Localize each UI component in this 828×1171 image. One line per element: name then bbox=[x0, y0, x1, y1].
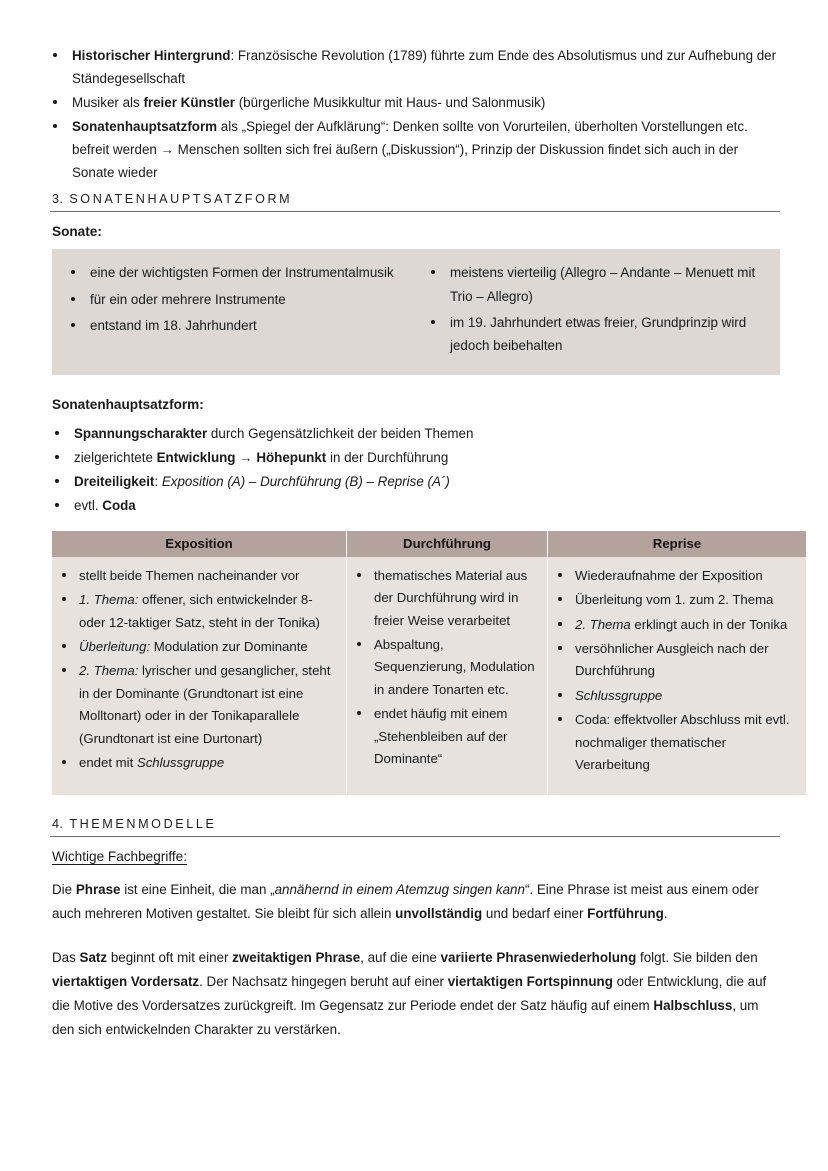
cell-italic-term: Überleitung: bbox=[79, 639, 151, 655]
sonatenhauptsatzform-label: Sonatenhauptsatzform: bbox=[52, 396, 204, 412]
table-cell-exposition bbox=[52, 557, 347, 795]
section-heading-4 bbox=[50, 817, 780, 837]
bullet-text: : Französische Revolution (1789) führte zum Ende des Absolutismus und zur Aufhebung der Ständegesellschaft bbox=[72, 48, 777, 87]
italic-quote: annähernd in einem Atemzug singen kann bbox=[274, 881, 525, 897]
list-item bbox=[58, 752, 336, 774]
list-item bbox=[52, 494, 780, 517]
bold-term: Satz bbox=[79, 949, 108, 965]
bullet-italic-text: Exposition (A) – Durchführung (B) – Reprise (A´) bbox=[161, 473, 450, 489]
list-item bbox=[50, 91, 780, 114]
sonate-right-list bbox=[428, 261, 764, 357]
list-item bbox=[554, 638, 796, 683]
bullet-text: durch Gegensätzlichkeit der beiden Themen bbox=[207, 425, 474, 441]
list-item bbox=[58, 636, 336, 658]
sonate-left-list bbox=[68, 261, 404, 337]
text-run: ist eine Einheit, die man „ bbox=[120, 881, 275, 897]
bullet-lead-term: Entwicklung → Höhepunkt bbox=[156, 449, 327, 465]
intro-bullet-list bbox=[50, 44, 780, 184]
bullet-text: : bbox=[154, 473, 162, 489]
bullet-lead-term: Coda bbox=[102, 497, 136, 513]
list-item bbox=[52, 422, 780, 445]
bullet-prefix: Musiker als bbox=[72, 95, 144, 111]
paragraph-satz bbox=[52, 946, 780, 1043]
fachbegriffe-label: Wichtige Fachbegriffe: bbox=[52, 848, 187, 864]
list-item: endet häufig mit einem „Stehenbleiben auf der Dominante“ bbox=[353, 703, 537, 770]
bold-term: Halbschluss bbox=[653, 998, 733, 1014]
sonate-label: Sonate: bbox=[52, 224, 102, 240]
list-item bbox=[58, 565, 336, 587]
bullet-prefix: zielgerichtete bbox=[74, 449, 157, 465]
list-item bbox=[52, 470, 780, 493]
table-header-row bbox=[52, 531, 806, 557]
bold-term: variierte Phrasenwiederholung bbox=[440, 949, 637, 965]
cell-text: Modulation zur Dominante bbox=[150, 639, 308, 655]
section-title: SONATENHAUPTSATZFORM bbox=[69, 192, 293, 207]
text-run: , auf die eine bbox=[360, 949, 441, 965]
list-item: meistens vierteilig (Allegro – Andante – Menuett mit Trio – Allegro) bbox=[428, 261, 764, 308]
bold-term: viertaktigen Fortspinnung bbox=[447, 974, 613, 990]
text-run: folgt. Sie bilden den bbox=[636, 949, 758, 965]
list-item bbox=[58, 589, 336, 634]
list-item: entstand im 18. Jahrhundert bbox=[68, 314, 404, 337]
bullet-text: in der Durchführung bbox=[326, 449, 449, 465]
cell-text: lyrischer und gesanglicher, steht in der Dominante (Grundtonart ist eine Molltonart) oder in der Tonikaparallele (Grundtonart ist eine Durtonart) bbox=[79, 663, 331, 746]
section-number: 3. bbox=[52, 192, 64, 207]
cell-text: versöhnlicher Ausgleich nach der Durchführung bbox=[575, 641, 769, 679]
table-row bbox=[52, 557, 806, 795]
table-cell-reprise bbox=[548, 557, 807, 795]
sonate-column-right bbox=[428, 261, 764, 360]
cell-text: stellt beide Themen nacheinander vor bbox=[79, 567, 300, 583]
list-item bbox=[58, 660, 336, 750]
bold-term: viertaktigen Vordersatz bbox=[52, 974, 200, 990]
text-run: Das bbox=[52, 949, 80, 965]
list-item bbox=[50, 115, 780, 184]
bold-term: Phrase bbox=[75, 881, 121, 897]
section-title: THEMENMODELLE bbox=[69, 816, 217, 831]
cell-italic-tail: Schlussgruppe bbox=[136, 755, 225, 771]
sonate-column-left bbox=[68, 261, 404, 360]
exposition-list bbox=[58, 565, 336, 775]
list-item: Abspaltung, Sequenzierung, Modulation in andere Tonarten etc. bbox=[353, 634, 537, 701]
table-cell-durchfuehrung bbox=[347, 557, 548, 795]
bullet-lead-term: Sonatenhauptsatzform bbox=[72, 119, 218, 135]
section-number: 4. bbox=[52, 816, 64, 831]
cell-italic-term: 2. Thema bbox=[575, 616, 631, 632]
text-run: oder Entwicklung, die auf die Motive des Vordersatzes zurückgreift. Im Gegensatz zur Periode endet der Satz häufig auf einem bbox=[52, 974, 767, 1014]
cell-text: erklingt auch in der Tonika bbox=[630, 616, 788, 632]
text-run: beginnt oft mit einer bbox=[107, 949, 233, 965]
column-header-durchfuehrung: Durchführung bbox=[347, 531, 548, 557]
cell-italic-term: 1. Thema: bbox=[79, 592, 139, 608]
text-run: . Der Nachsatz hingegen beruht auf einer bbox=[199, 974, 448, 990]
list-item bbox=[554, 614, 796, 636]
bullet-text: (bürgerliche Musikkultur mit Haus- und Salonmusik) bbox=[234, 95, 546, 111]
cell-text: endet mit bbox=[79, 755, 137, 771]
bullet-lead-term: Dreiteiligkeit bbox=[74, 473, 155, 489]
section-heading-3 bbox=[50, 192, 780, 212]
list-item bbox=[50, 44, 780, 90]
sonate-info-box bbox=[52, 249, 780, 374]
bullet-prefix: evtl. bbox=[74, 497, 103, 513]
column-header-reprise: Reprise bbox=[548, 531, 807, 557]
cell-text: offener, sich entwickelnder 8- oder 12-taktiger Satz, steht in der Tonika) bbox=[79, 592, 320, 630]
bold-term: Fortführung bbox=[587, 905, 664, 921]
text-run: . bbox=[663, 905, 668, 921]
list-item: im 19. Jahrhundert etwas freier, Grundprinzip wird jedoch beibehalten bbox=[428, 311, 764, 358]
cell-text: Coda: effektvoller Abschluss mit evtl. nochmaliger thematischer Verarbeitung bbox=[575, 712, 790, 773]
sonatenhauptsatzform-table bbox=[52, 531, 806, 795]
list-item: thematisches Material aus der Durchführung wird in freier Weise verarbeitet bbox=[353, 565, 537, 632]
shsf-bullet-list bbox=[52, 422, 780, 517]
cell-text: Überleitung vom 1. zum 2. Thema bbox=[575, 592, 774, 608]
reprise-list bbox=[554, 565, 796, 777]
bullet-lead-term: freier Künstler bbox=[143, 95, 235, 111]
bold-term: unvollständig bbox=[395, 905, 483, 921]
list-item bbox=[554, 565, 796, 587]
list-item bbox=[554, 709, 796, 776]
cell-italic-term: Schlussgruppe bbox=[575, 687, 663, 703]
cell-text: Wiederaufnahme der Exposition bbox=[575, 567, 763, 583]
durchfuehrung-list bbox=[353, 565, 537, 771]
bullet-lead-term: Historischer Hintergrund bbox=[72, 48, 231, 63]
text-run: und bedarf einer bbox=[482, 905, 588, 921]
list-item bbox=[554, 589, 796, 611]
column-header-exposition: Exposition bbox=[52, 531, 347, 557]
text-run: Die bbox=[52, 881, 76, 897]
paragraph-phrase bbox=[52, 878, 780, 926]
text-run: “. Eine Phrase ist meist aus einem oder auch mehreren Motiven gestaltet. Sie bleibt für sich allein bbox=[52, 881, 759, 921]
cell-italic-term: 2. Thema: bbox=[79, 663, 139, 679]
bold-term: zweitaktigen Phrase bbox=[232, 949, 361, 965]
bullet-lead-term: Spannungscharakter bbox=[74, 425, 208, 441]
list-item: eine der wichtigsten Formen der Instrumentalmusik bbox=[68, 261, 404, 284]
list-item: für ein oder mehrere Instrumente bbox=[68, 288, 404, 311]
list-item bbox=[554, 685, 796, 707]
text-run: , um den sich entwickelnden Charakter zu verstärken. bbox=[52, 998, 759, 1038]
bullet-text: als „Spiegel der Aufklärung“: Denken sollte von Vorurteilen, überholten Vorstellungen etc. befreit werden → Menschen sollten sich frei äußern („Diskussion“), Prinzip der Diskussion findet sich auch in der Sonate wieder bbox=[72, 119, 748, 181]
list-item bbox=[52, 446, 780, 469]
